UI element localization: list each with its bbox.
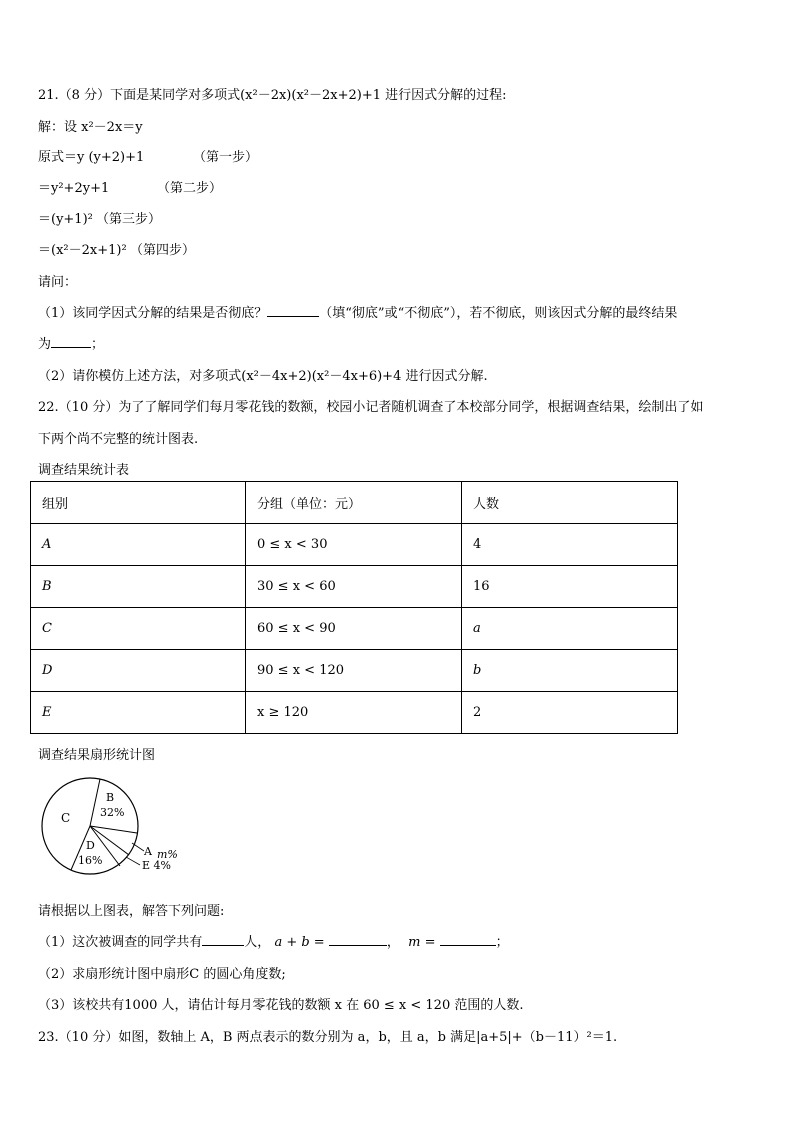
q22-part1-expr-m: m =	[408, 935, 436, 950]
pie-divider-bc	[90, 779, 100, 826]
q21-part2: （2）请你模仿上述方法，对多项式(x²－4x+2)(x²－4x+6)+4 进行因式分解.	[38, 369, 488, 384]
table-cell-group: B	[31, 566, 246, 608]
q22-part1	[38, 931, 509, 950]
table-cell-range: 60 ≤ x < 90	[246, 608, 462, 650]
q22-answer-blank-m[interactable]	[440, 933, 496, 946]
q22-part1-text-a: （1）这次被调查的同学共有	[38, 935, 203, 950]
q22-ask: 请根据以上图表，解答下列问题:	[38, 904, 225, 919]
q21-step1-expr: 原式＝y (y+2)+1	[38, 150, 145, 165]
q21-step4-label: （第四步）	[130, 243, 196, 258]
pie-label-e: E 4%	[142, 859, 171, 872]
q21-step2-label: （第二步）	[157, 181, 223, 196]
table-row	[31, 692, 678, 734]
q21-step3-expr: ＝(y+1)²	[38, 212, 93, 227]
q21-part1-cont	[38, 333, 104, 352]
q22-part2: （2）求扇形统计图中扇形C 的圆心角度数;	[38, 967, 286, 982]
table-cell-group: D	[31, 650, 246, 692]
q22-part1-expr-ab: a + b =	[274, 935, 325, 950]
q23-line1: 23.（10 分）如图，数轴上 A，B 两点表示的数分别为 a，b，且 a，b 满足|a+5|+（b－11）²＝1.	[38, 1030, 618, 1045]
table-row	[31, 650, 678, 692]
q22-answer-blank-total[interactable]	[202, 933, 244, 946]
q21-part1-text-c: 为	[38, 337, 52, 352]
pie-label-a: A	[144, 845, 152, 858]
q22-part1-text-b: 人，	[244, 935, 271, 950]
pie-label-b: B	[106, 791, 115, 804]
table-cell-count: a	[462, 608, 678, 650]
q22-pie-title: 调查结果扇形统计图	[38, 748, 156, 763]
table-header-cell: 人数	[462, 482, 678, 524]
table-cell-range: x ≥ 120	[246, 692, 462, 734]
table-cell-range: 90 ≤ x < 120	[246, 650, 462, 692]
table-cell-group: A	[31, 524, 246, 566]
q21-step1-label: （第一步）	[193, 150, 259, 165]
q21-answer-blank-thorough[interactable]	[267, 304, 319, 317]
table-header-cell: 分组（单位：元）	[246, 482, 462, 524]
pie-divider-ba	[90, 826, 137, 833]
table-header-row	[31, 482, 678, 524]
q21-header: 21.（8 分）下面是某同学对多项式(x²－2x)(x²－2x+2)+1 进行因式分解的过程:	[38, 88, 507, 103]
q22-line1: 22.（10 分）为了了解同学们每月零花钱的数额，校园小记者随机调查了本校部分同学，根据调查结果，绘制出了如	[38, 400, 704, 415]
pie-label-b-pct: 32%	[100, 806, 125, 819]
q22-table-title: 调查结果统计表	[38, 463, 130, 478]
table-row	[31, 524, 678, 566]
table-cell-group: E	[31, 692, 246, 734]
q21-ask: 请问：	[38, 275, 78, 290]
pie-chart	[36, 775, 186, 875]
table-cell-count: 16	[462, 566, 678, 608]
table-cell-group: C	[31, 608, 246, 650]
q21-part1-text-b: （填“彻底”或“不彻底”），若不彻底，则该因式分解的最终结果	[319, 306, 678, 321]
table-cell-range: 30 ≤ x < 60	[246, 566, 462, 608]
q21-part1	[38, 302, 677, 321]
table-cell-count: 2	[462, 692, 678, 734]
q22-part1-text-f: ；	[495, 935, 509, 950]
q22-line2: 下两个尚不完整的统计图表.	[38, 432, 199, 447]
q21-step4-expr: ＝(x²－2x+1)²	[38, 243, 127, 258]
table-cell-count: b	[462, 650, 678, 692]
table-header-cell: 组别	[31, 482, 246, 524]
pie-label-d: D	[86, 839, 95, 852]
pie-label-c: C	[61, 811, 71, 825]
q21-step2-expr: ＝y²+2y+1	[38, 181, 110, 196]
q21-solve: 解：设 x²－2x＝y	[38, 120, 143, 135]
pie-label-d-pct: 16%	[78, 854, 103, 867]
q22-answer-blank-ab[interactable]	[329, 933, 387, 946]
pie-leader-e	[126, 857, 140, 865]
pie-label-a-pct: m%	[157, 848, 178, 861]
pie-divider-ae	[90, 826, 129, 855]
table-row	[31, 608, 678, 650]
q21-step3-label: （第三步）	[96, 212, 162, 227]
q21-part1-text-d: ；	[91, 337, 105, 352]
q21-answer-blank-result[interactable]	[51, 335, 91, 348]
q22-part3: （3）该校共有1000 人，请估计每月零花钱的数额 x 在 60 ≤ x < 120 范围的人数.	[38, 998, 524, 1013]
table-cell-range: 0 ≤ x < 30	[246, 524, 462, 566]
q21-part1-text-a: （1）该同学因式分解的结果是否彻底？	[38, 306, 268, 321]
table-row	[31, 566, 678, 608]
q22-part1-text-d: ，	[386, 935, 400, 950]
table-cell-count: 4	[462, 524, 678, 566]
survey-table	[30, 481, 678, 734]
